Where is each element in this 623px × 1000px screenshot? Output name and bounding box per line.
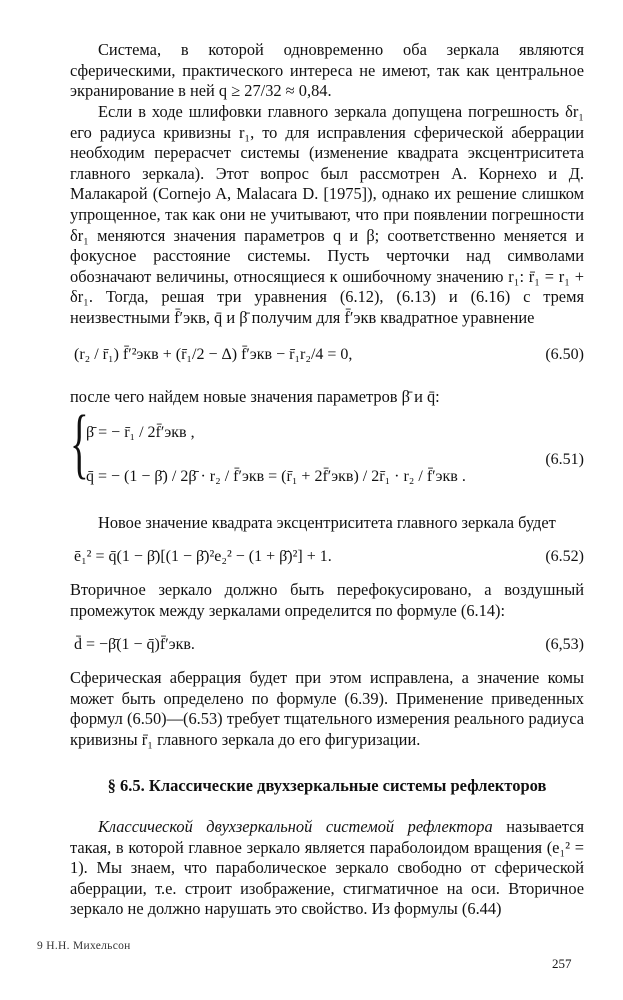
equation-6-53 [70,630,584,660]
paragraph-2: Если в ходе шлифовки главного зеркала допущена погрешность δr₁ его радиуса кривизны r₁, то для исправления сферической аберрации необходим перерасчет системы (изменение квадрата эксцентриситета главного зеркала). Этот вопрос был рассмотрен А. Корнехо и Д. Малакарой (Cornejo A, Malacara D. [1975]), однако их решение слишком упрощенное, так как они не учитывают, что при появлении погрешности δr₁ меняются значения параметров q и β; соответственно меняется и фокусное расстояние системы. Пусть черточки над символами обозначают величины, относящиеся к ошибочному значению r₁: r̄₁ = r₁ + δr₁. Тогда, решая три уравнения (6.12), (6.13) и (6.16) с тремя неизвестными f̄′экв, q̄ и β̄ получим для f̄′экв квадратное уравнение [70,102,584,327]
paragraph-1: Система, в которой одновременно оба зеркала являются сферическими, практического интереса не имеют, так как центральное экранирование в ней q ≥ 27/32 ≈ 0,84. [70,40,584,101]
equation-6-51-number: (6.51) [545,451,584,468]
equation-6-51 [70,399,584,508]
section-title: § 6.5. Классические двухзеркальные системы рефлекторов [107,776,547,795]
page-number: 257 [552,956,572,971]
equation-6-52-formula: ē₁² = q̄(1 − β̄)[(1 − β̄)²e₂² − (1 + β̄)²] + 1. [74,548,332,565]
left-brace-icon: { [70,399,89,486]
paragraph-3: после чего найдем новые значения параметров β̄ и q̄: [70,387,440,406]
paragraph-7-text: называется такая, в которой главное зеркало является параболоидом вращения (e₁² = 1). Мы знаем, что параболическое зеркало свободно от сферической аберрации, т.е. строит изображение, стигматичное на оси. Вторичное зеркало не должно нарушать это свойство. Из формулы (6.44) [70,817,584,919]
paragraph-6: Сферическая аберрация будет при этом исправлена, а значение комы может быть определено по формуле (6.39). Применение приведенных формул (6.50)—(6.53) требует тщательного измерения реального радиуса кривизны r̄₁ главного зеркала до его фигуризации. [70,668,584,749]
equation-6-50-number: (6.50) [545,346,584,363]
paragraph-5: Вторичное зеркало должно быть перефокусировано, а воздушный промежуток между зеркалами определится по формуле (6.14): [70,580,584,620]
equation-6-53-formula: d̄ = −β̄(1 − q̄)f̄′экв. [74,636,195,653]
paragraph-7-emphasis: Классической двухзеркальной системой рефлектора [98,817,493,836]
signature-mark: 9 Н.Н. Михельсон [37,940,131,952]
equation-6-50 [70,333,584,377]
equation-6-51-line-1: β̄ = − r̄₁ / 2f̄′экв , [86,424,195,441]
equation-6-52-number: (6.52) [545,548,584,565]
equation-6-51-line-2: q̄ = − (1 − β̄) / 2β̄ · r₂ / f̄′экв = (r̄₁ + 2f̄′экв) / 2r̄₁ · r₂ / f̄′экв . [86,468,466,485]
paragraph-7 [70,817,584,920]
equation-6-52 [70,542,584,572]
equation-6-53-number: (6,53) [545,636,584,653]
paragraph-4: Новое значение квадрата эксцентриситета главного зеркала будет [98,513,556,532]
equation-6-50-formula: (r₂ / r̄₁) f̄′²экв + (r̄₁/2 − Δ) f̄′экв − r̄₁r₂/4 = 0, [74,346,353,363]
